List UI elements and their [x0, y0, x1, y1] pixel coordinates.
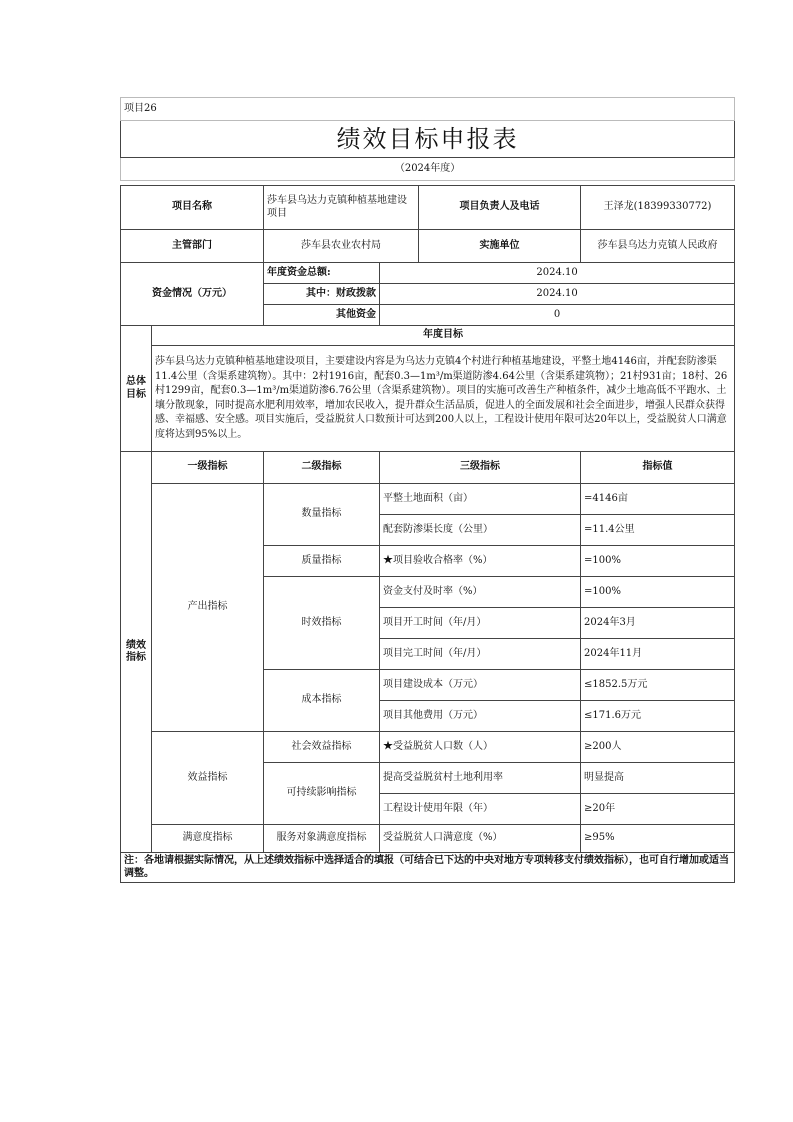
- indicator-value: =11.4公里: [581, 515, 735, 546]
- funds-other-value: 0: [380, 305, 735, 326]
- indicator-name: 受益脱贫人口满意度（%）: [380, 825, 581, 853]
- indicator-value: ≥200人: [581, 732, 735, 763]
- level2-cost: 成本指标: [264, 670, 380, 732]
- indicator-value: =100%: [581, 546, 735, 577]
- annual-goal-header: 年度目标: [152, 326, 735, 346]
- indicator-name: 资金支付及时率（%）: [380, 577, 581, 608]
- indicator-name: ★受益脱贫人口数（人）: [380, 732, 581, 763]
- indicator-name: 配套防渗渠长度（公里）: [380, 515, 581, 546]
- indicators-label: 绩效指标: [121, 452, 152, 853]
- level2-sustainable: 可持续影响指标: [264, 763, 380, 825]
- indicator-name: 项目完工时间（年/月）: [380, 639, 581, 670]
- header-level3: 三级指标: [380, 452, 581, 484]
- level2-timeliness: 时效指标: [264, 577, 380, 670]
- level2-social: 社会效益指标: [264, 732, 380, 763]
- indicator-value: ≤1852.5万元: [581, 670, 735, 701]
- indicator-value: 2024年3月: [581, 608, 735, 639]
- project-id: 项目26: [121, 98, 735, 121]
- dept-label: 主管部门: [121, 230, 264, 263]
- form-year: （2024年度）: [121, 158, 735, 181]
- performance-form: [120, 97, 734, 883]
- indicator-value: ≥95%: [581, 825, 735, 853]
- header-value: 指标值: [581, 452, 735, 484]
- form-table: [120, 97, 735, 883]
- funds-total-value: 2024.10: [380, 263, 735, 284]
- funds-fiscal-value: 2024.10: [380, 284, 735, 305]
- indicator-value: ≥20年: [581, 794, 735, 825]
- annual-goal-text: 莎车县乌达力克镇种植基地建设项目，主要建设内容是为乌达力克镇4个村进行种植基地建设，平整土地4146亩，并配套防渗渠11.4公里（含渠系建筑物）。其中：2村1916亩，配套0.3—1m³/m渠道防渗4.64公里（含渠系建筑物）；21村931亩；18村、26村1299亩，配套0.3—1m³/m渠道防渗6.76公里（含渠系建筑物）。项目的实施可改善生产种植条件，减少土地高低不平跑水、土壤分散现象，同时提高水肥利用效率，增加农民收入，提升群众生活品质，促进人的全面发展和社会全面进步，增强人民群众获得感、幸福感、安全感。项目实施后，受益脱贫人口数预计可达到200人以上，工程设计使用年限可达20年以上，受益脱贫人口满意度将达到95%以上。: [152, 346, 735, 452]
- level1-output: 产出指标: [152, 484, 264, 732]
- indicator-value: 2024年11月: [581, 639, 735, 670]
- funds-total-label: 年度资金总额:: [264, 263, 380, 284]
- level2-quantity: 数量指标: [264, 484, 380, 546]
- level1-benefit: 效益指标: [152, 732, 264, 825]
- indicator-value: =100%: [581, 577, 735, 608]
- level2-service-satisfaction: 服务对象满意度指标: [264, 825, 380, 853]
- overall-goal-label: 总体目标: [121, 326, 152, 452]
- indicator-name: 项目建设成本（万元）: [380, 670, 581, 701]
- project-name-label: 项目名称: [121, 186, 264, 230]
- project-name-value: 莎车县乌达力克镇种植基地建设项目: [264, 186, 419, 230]
- indicator-name: 项目开工时间（年/月）: [380, 608, 581, 639]
- header-level2: 二级指标: [264, 452, 380, 484]
- form-title: 绩效目标申报表: [121, 121, 735, 158]
- header-level1: 一级指标: [152, 452, 264, 484]
- indicator-name: ★项目验收合格率（%）: [380, 546, 581, 577]
- indicator-name: 提高受益脱贫村土地利用率: [380, 763, 581, 794]
- indicator-value: 明显提高: [581, 763, 735, 794]
- level1-satisfaction: 满意度指标: [152, 825, 264, 853]
- indicator-value: ≤171.6万元: [581, 701, 735, 732]
- funds-fiscal-label: 其中：财政拨款: [264, 284, 380, 305]
- dept-value: 莎车县农业农村局: [264, 230, 419, 263]
- indicator-name: 平整土地面积（亩）: [380, 484, 581, 515]
- footnote: 注：各地请根据实际情况，从上述绩效指标中选择适合的填报（可结合已下达的中央对地方专项转移支付绩效指标），也可自行增加或适当调整。: [121, 853, 735, 883]
- indicator-name: 项目其他费用（万元）: [380, 701, 581, 732]
- leader-label: 项目负责人及电话: [419, 186, 581, 230]
- leader-value: 王泽龙(18399330772): [581, 186, 735, 230]
- indicator-name: 工程设计使用年限（年）: [380, 794, 581, 825]
- indicator-value: =4146亩: [581, 484, 735, 515]
- impl-label: 实施单位: [419, 230, 581, 263]
- level2-quality: 质量指标: [264, 546, 380, 577]
- funds-label: 资金情况（万元）: [121, 263, 264, 326]
- funds-other-label: 其他资金: [264, 305, 380, 326]
- impl-value: 莎车县乌达力克镇人民政府: [581, 230, 735, 263]
